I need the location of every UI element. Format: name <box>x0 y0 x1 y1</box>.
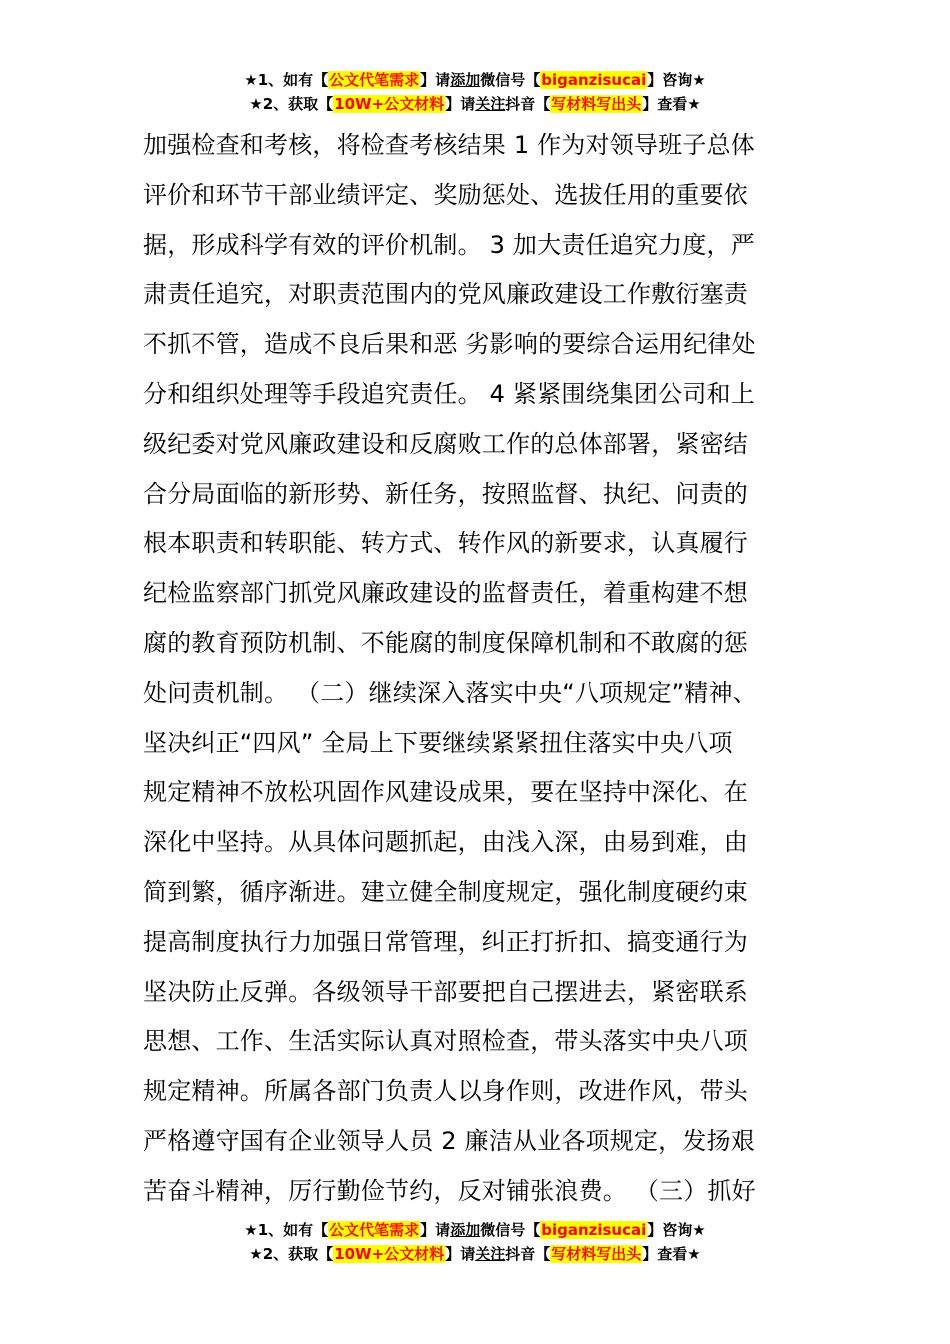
footer-line-1-underlined: 添加 <box>450 1221 481 1239</box>
header-banner <box>0 68 950 116</box>
header-line-1-prefix: ★1、如有【 <box>244 71 329 89</box>
body-line: 提高制度执行力加强日常管理，纠正打折扣、搞变通行为 <box>143 927 748 956</box>
body-line: 根本职责和转职能、转方式、转作风的新要求，认真履行 <box>143 529 748 558</box>
footer-line-2-highlight-materials: 10W+公文材料 <box>334 1245 445 1263</box>
footer-line-2-middle-a: 】请 <box>445 1245 476 1263</box>
body-line: 处问责机制。 （二）继续深入落实中央“八项规定”精神、 <box>143 678 757 707</box>
body-line: 苦奋斗精神，厉行勤俭节约，反对铺张浪费。 （三）抓好 <box>143 1176 756 1205</box>
header-line-1-middle-a: 】请 <box>420 71 451 89</box>
footer-line-1 <box>0 1218 950 1242</box>
header-line-2-middle-b: 抖音【 <box>505 95 551 113</box>
header-line-1-middle-b: 微信号【 <box>480 71 541 89</box>
footer-line-1-highlight-service: 公文代笔需求 <box>329 1221 420 1239</box>
header-line-2-underlined: 关注 <box>475 95 506 113</box>
body-line: 坚决纠正“四风” 全局上下要继续紧紧扭住落实中央八项 <box>143 728 733 757</box>
header-line-2-highlight-douyin: 写材料写出头 <box>551 95 642 113</box>
footer-line-2-underlined: 关注 <box>475 1245 506 1263</box>
body-line: 腐的教育预防机制、不能腐的制度保障机制和不敢腐的惩 <box>143 628 748 657</box>
body-line: 规定精神。所属各部门负责人以身作则，改进作风，带头 <box>143 1077 748 1106</box>
body-line: 加强检查和考核，将检查考核结果 1 作为对领导班子总体 <box>143 131 755 159</box>
body-line: 肃责任追究，对职责范围内的党风廉政建设工作敷衍塞责 <box>143 280 748 309</box>
body-line: 据，形成科学有效的评价机制。 3 加大责任追究力度，严 <box>143 230 755 259</box>
header-line-2-highlight-materials: 10W+公文材料 <box>334 95 445 113</box>
body-line: 坚决防止反弹。各级领导干部要把自己摆进去，紧密联系 <box>143 977 748 1006</box>
header-line-2-middle-a: 】请 <box>445 95 476 113</box>
body-line: 纪检监察部门抓党风廉政建设的监督责任，着重构建不想 <box>143 579 748 608</box>
footer-line-1-suffix: 】咨询★ <box>647 1221 706 1239</box>
header-line-2-prefix: ★2、获取【 <box>249 95 334 113</box>
header-line-1 <box>0 68 950 92</box>
footer-line-2-middle-b: 抖音【 <box>505 1245 551 1263</box>
body-line: 简到繁，循序渐进。建立健全制度规定，强化制度硬约束 <box>143 877 748 906</box>
body-line: 评价和环节干部业绩评定、奖励惩处、选拔任用的重要依 <box>143 180 748 209</box>
document-body <box>143 121 823 1217</box>
body-line: 规定精神不放松巩固作风建设成果，要在坚持中深化、在 <box>143 778 748 807</box>
header-line-2 <box>0 92 950 116</box>
header-line-1-underlined: 添加 <box>450 71 481 89</box>
body-line: 不抓不管，造成不良后果和恶 劣影响的要综合运用纪律处 <box>143 330 756 359</box>
footer-line-2-highlight-douyin: 写材料写出头 <box>551 1245 642 1263</box>
footer-line-2-prefix: ★2、获取【 <box>249 1245 334 1263</box>
footer-line-2 <box>0 1242 950 1266</box>
footer-line-1-middle-a: 】请 <box>420 1221 451 1239</box>
footer-line-2-suffix: 】查看★ <box>642 1245 701 1263</box>
body-line: 分和组织处理等手段追究责任。 4 紧紧围绕集团公司和上 <box>143 379 755 408</box>
header-line-2-suffix: 】查看★ <box>642 95 701 113</box>
footer-line-1-prefix: ★1、如有【 <box>244 1221 329 1239</box>
header-line-1-suffix: 】咨询★ <box>647 71 706 89</box>
header-line-1-highlight-service: 公文代笔需求 <box>329 71 420 89</box>
footer-banner <box>0 1218 950 1266</box>
header-line-1-highlight-wechat: biganzisucai <box>541 71 647 89</box>
body-line: 思想、工作、生活实际认真对照检查，带头落实中央八项 <box>143 1027 748 1056</box>
body-line: 级纪委对党风廉政建设和反腐败工作的总体部署，紧密结 <box>143 429 748 458</box>
footer-line-1-highlight-wechat: biganzisucai <box>541 1221 647 1239</box>
footer-line-1-middle-b: 微信号【 <box>480 1221 541 1239</box>
body-line: 合分局面临的新形势、新任务，按照监督、执纪、问责的 <box>143 479 748 508</box>
body-line: 深化中坚持。从具体问题抓起，由浅入深，由易到难，由 <box>143 828 748 857</box>
body-line: 严格遵守国有企业领导人员 2 廉洁从业各项规定，发扬艰 <box>143 1126 755 1155</box>
